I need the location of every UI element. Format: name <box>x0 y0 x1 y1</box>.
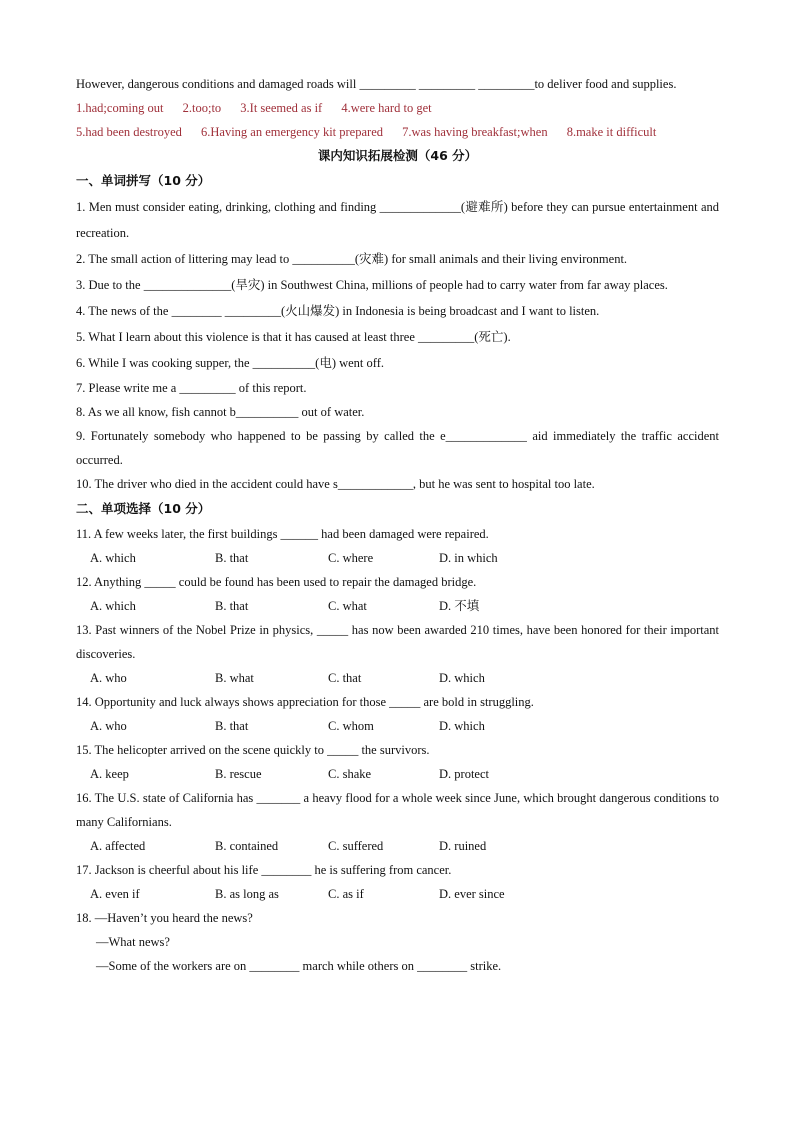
question-stem: 18. —Haven’t you heard the news? <box>76 911 253 925</box>
spelling-item: 9. Fortunately somebody who happened to be passing by called the e_____________ aid immediately the traffic accident occurred. <box>76 429 719 467</box>
spelling-item: 1. Men must consider eating, drinking, clothing and finding _____________(避难所) before they can pursue entertainment and recreation. <box>76 200 719 240</box>
option: D. ever since <box>439 887 505 901</box>
option: D. which <box>439 671 485 685</box>
option: B. that <box>215 719 249 733</box>
question <box>76 738 719 786</box>
question-dialogue <box>76 906 719 978</box>
option: A. which <box>90 599 136 613</box>
question <box>76 570 719 618</box>
option: A. who <box>90 671 127 685</box>
answer-key-item: 1.had;coming out <box>76 101 164 115</box>
option: D. in which <box>439 551 498 565</box>
question <box>76 522 719 570</box>
option: D. ruined <box>439 839 487 853</box>
answer-key-row-2 <box>76 120 719 144</box>
option: C. where <box>328 551 374 565</box>
option: C. suffered <box>328 839 384 853</box>
top-passage-line: However, dangerous conditions and damaged roads will _________ _________ _________to deliver food and supplies. <box>76 77 677 91</box>
question-stem: 13. Past winners of the Nobel Prize in physics, _____ has now been awarded 210 times, have been honored for their important discoveries. <box>76 623 719 661</box>
option: C. shake <box>328 767 372 781</box>
option: B. rescue <box>215 767 262 781</box>
question-stem: 12. Anything _____ could be found has been used to repair the damaged bridge. <box>76 575 477 589</box>
question-stem: 15. The helicopter arrived on the scene quickly to _____ the survivors. <box>76 743 430 757</box>
page-title: 课内知识拓展检测（46 分） <box>317 148 478 163</box>
option: B. that <box>215 551 249 565</box>
question <box>76 786 719 858</box>
option: B. contained <box>215 839 279 853</box>
option-row <box>76 762 719 786</box>
spelling-item: 3. Due to the ______________(旱灾) in Southwest China, millions of people had to carry water from far away places. <box>76 278 668 292</box>
answer-key-item: 8.make it difficult <box>566 125 657 139</box>
answer-key-item: 3.It seemed as if <box>240 101 323 115</box>
answer-key-item: 7.was having breakfast;when <box>402 125 548 139</box>
question <box>76 858 719 906</box>
option: A. who <box>90 719 127 733</box>
question-stem: 17. Jackson is cheerful about his life ________ he is suffering from cancer. <box>76 863 452 877</box>
spelling-item: 10. The driver who died in the accident could have s____________, but he was sent to hospital too late. <box>76 477 595 491</box>
spelling-item: 5. What I learn about this violence is that it has caused at least three _________(死亡). <box>76 330 511 344</box>
option: C. what <box>328 599 367 613</box>
option-row <box>76 882 719 906</box>
option: C. as if <box>328 887 364 901</box>
option-row <box>76 834 719 858</box>
question-stem: 16. The U.S. state of California has _______ a heavy flood for a whole week since June, which brought dangerous conditions to many Californians. <box>76 791 719 829</box>
question-stem: 14. Opportunity and luck always shows appreciation for those _____ are bold in struggling. <box>76 695 534 709</box>
option: A. even if <box>90 887 140 901</box>
option: C. whom <box>328 719 374 733</box>
answer-key-row-1 <box>76 96 719 120</box>
spelling-item: 8. As we all know, fish cannot b__________ out of water. <box>76 405 365 419</box>
dialogue-line: —What news? <box>96 935 170 949</box>
worksheet-page <box>76 72 719 978</box>
option-row <box>76 594 719 618</box>
question <box>76 690 719 738</box>
question-stem: 11. A few weeks later, the first buildings ______ had been damaged were repaired. <box>76 527 489 541</box>
answer-key-item: 5.had been destroyed <box>76 125 182 139</box>
option: A. which <box>90 551 136 565</box>
spelling-item: 2. The small action of littering may lead to __________(灾难) for small animals and their living environment. <box>76 252 628 266</box>
section-heading-choice: 二、单项选择（10 分） <box>76 501 211 516</box>
answer-key-item: 2.too;to <box>182 101 222 115</box>
option: A. keep <box>90 767 129 781</box>
option: B. as long as <box>215 887 279 901</box>
answer-key-item: 4.were hard to get <box>341 101 432 115</box>
option: C. that <box>328 671 362 685</box>
option: A. affected <box>90 839 146 853</box>
answer-key-item: 6.Having an emergency kit prepared <box>201 125 383 139</box>
option: D. 不填 <box>439 599 480 613</box>
dialogue-line: —Some of the workers are on ________ march while others on ________ strike. <box>96 959 502 973</box>
option-row <box>76 666 719 690</box>
option: B. that <box>215 599 249 613</box>
section-heading-spelling: 一、单词拼写（10 分） <box>76 173 211 188</box>
option: B. what <box>215 671 254 685</box>
spelling-item: 6. While I was cooking supper, the __________(电) went off. <box>76 356 385 370</box>
question <box>76 618 719 690</box>
option-row <box>76 546 719 570</box>
option: D. protect <box>439 767 489 781</box>
spelling-item: 4. The news of the ________ _________(火山爆发) in Indonesia is being broadcast and I want to listen. <box>76 304 600 318</box>
option-row <box>76 714 719 738</box>
option: D. which <box>439 719 485 733</box>
spelling-item: 7. Please write me a _________ of this report. <box>76 381 307 395</box>
